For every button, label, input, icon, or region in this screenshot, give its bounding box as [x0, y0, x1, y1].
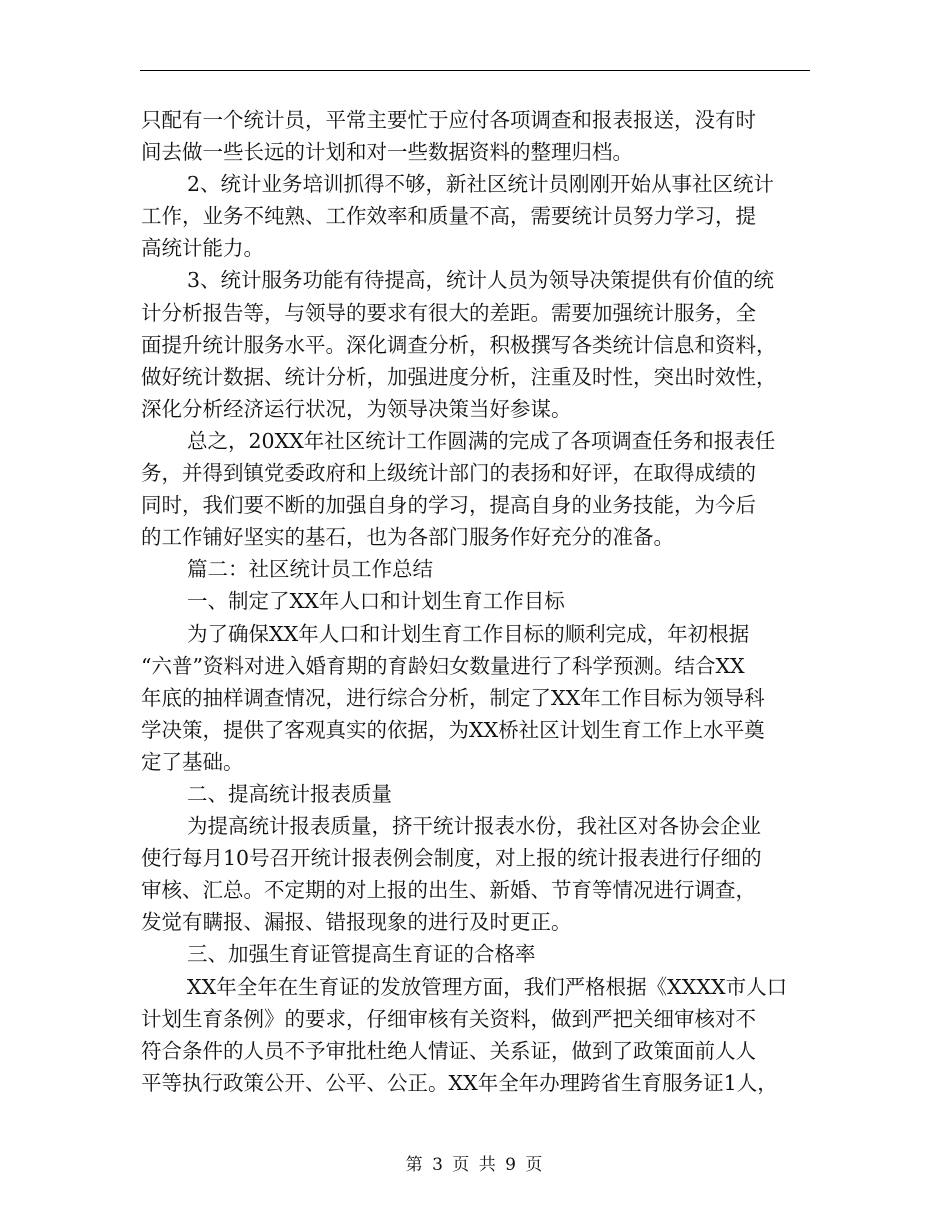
text-line: 3、统计服务功能有待提高，统计人员为领导决策提供有价值的统 [187, 268, 775, 293]
text-line: 间去做一些长远的计划和对一些数据资料的整理归档。 [141, 140, 633, 165]
text-line: 定了基础。 [141, 749, 244, 774]
section-heading: 二、提高统计报表质量 [187, 781, 392, 806]
text-line: 审核、汇总。不定期的对上报的出生、新婚、节育等情况进行调查， [141, 878, 756, 903]
text-line: 年底的抽样调查情况，进行综合分析，制定了XX年工作目标为领导科 [141, 685, 765, 710]
header-rule [140, 70, 810, 71]
text-line: 为提高统计报表质量，挤干统计报表水份，我社区对各协会企业 [187, 814, 761, 839]
text-line: 发觉有瞒报、漏报、错报现象的进行及时更正。 [141, 910, 572, 935]
section-heading: 三、加强生育证管提高生育证的合格率 [187, 942, 536, 967]
text-line: 2、统计业务培训抓得不够，新社区统计员刚刚开始从事社区统计 [187, 172, 775, 197]
text-line: 学决策，提供了客观真实的依据，为XX桥社区计划生育工作上水平奠 [141, 717, 765, 742]
text-line: 总之，20XX年社区统计工作圆满的完成了各项调查任务和报表任 [187, 428, 776, 453]
section-heading: 篇二：社区统计员工作总结 [187, 557, 433, 582]
text-line: 做好统计数据、统计分析，加强进度分析，注重及时性，突出时效性， [141, 364, 777, 389]
text-line: 计划生育条例》的要求，仔细审核有关资料，做到严把关细审核对不 [141, 1006, 756, 1031]
section-heading: 一、制定了XX年人口和计划生育工作目标 [187, 589, 565, 614]
text-line: 深化分析经济运行状况，为领导决策当好参谋。 [141, 396, 572, 421]
text-line: 计分析报告等，与领导的要求有很大的差距。需要加强统计服务，全 [141, 300, 756, 325]
text-line: 的工作铺好坚实的基石，也为各部门服务作好充分的准备。 [141, 525, 674, 550]
document-body [141, 104, 809, 1099]
page-number: 第 3 页 共 9 页 [405, 1155, 545, 1175]
text-line: 只配有一个统计员，平常主要忙于应付各项调查和报表报送，没有时 [141, 108, 756, 132]
text-line: 工作，业务不纯熟、工作效率和质量不高，需要统计员努力学习，提 [141, 204, 756, 229]
text-line: 为了确保XX年人口和计划生育工作目标的顺利完成，年初根据 [187, 621, 750, 646]
text-line: 面提升统计服务水平。深化调查分析，积极撰写各类统计信息和资料， [141, 332, 777, 357]
text-line: 高统计能力。 [141, 236, 264, 261]
text-line: 平等执行政策公开、公平、公正。XX年全年办理跨省生育服务证1人， [141, 1070, 778, 1095]
text-line: 使行每月10号召开统计报表例会制度，对上报的统计报表进行仔细的 [141, 846, 762, 871]
text-line: 同时，我们要不断的加强自身的学习，提高自身的业务技能，为今后 [141, 493, 756, 518]
text-line: 务，并得到镇党委政府和上级统计部门的表扬和好评，在取得成绩的 [141, 461, 756, 486]
text-line: XX年全年在生育证的发放管理方面，我们严格根据《XXXX市人口 [187, 974, 788, 999]
text-line: “六普”资料对进入婚育期的育龄妇女数量进行了科学预测。结合XX [141, 653, 745, 678]
text-line: 符合条件的人员不予审批杜绝人情证、关系证，做到了政策面前人人 [141, 1038, 756, 1063]
